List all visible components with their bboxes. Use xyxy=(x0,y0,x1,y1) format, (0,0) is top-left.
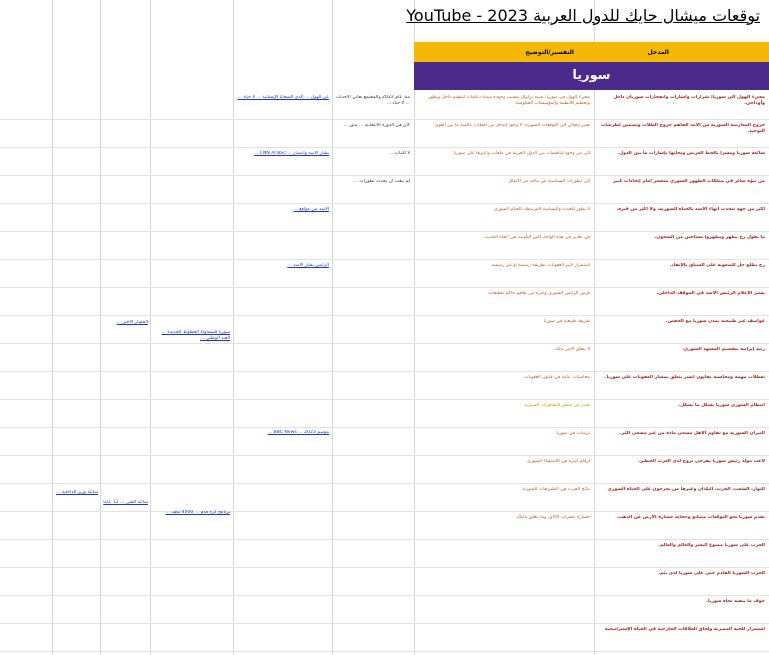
grid-line xyxy=(0,567,769,568)
grid-line xyxy=(0,483,769,484)
prediction-cell: مجيء الهول الى سوريا: شرارات وأشارات وانفجارات سوريان داخل وأوداجي. xyxy=(613,95,765,106)
explanation-cell: نتائج الحرب في التشريعات السورية xyxy=(522,487,590,492)
side-link[interactable]: برنامج كرة قدم ... 4500 ملف ... xyxy=(165,510,230,515)
note-cell: لا للثبات ... xyxy=(388,151,410,156)
explanation-cell: تعبير إيحائي الى التوقعات السورية: لا وجود لتدخل من اقطاب عالمية ما بين القوى xyxy=(434,123,590,128)
side-link[interactable]: ساعة وزير الداخلية ... xyxy=(55,490,98,495)
explanation-cell: لا تطور للحدث والسياسة المرتبطة بالحكم السوري xyxy=(493,207,590,212)
grid-line xyxy=(414,0,415,655)
explanation-cell: طريقة طبيعية في سوريا xyxy=(543,319,590,324)
prediction-cell: النيران السورية مع تقاوم الأهل مسعى مادة من غير مسعى أكثر. xyxy=(619,431,765,436)
side-link[interactable]: سوريا للمساواة الخطوط الجديدة ... العيد الوطني ... xyxy=(161,330,230,341)
grid-line xyxy=(0,231,769,232)
prediction-cell: رتبة إيرانية بتقسيم المشهد السوري. xyxy=(682,347,765,352)
source-link[interactable]: بشار الأسد وانتصار ... CNN Arabic ... xyxy=(253,151,329,156)
source-link[interactable]: عن الهول ... الذي الضحايا الإنسانية ... لا حياد ... xyxy=(237,95,329,100)
country-header: سوريا xyxy=(414,62,769,90)
grid-line xyxy=(0,287,769,288)
explanation-cell: الى تطورات السياسية عن ماجد من الاتفاق xyxy=(508,179,590,184)
explanation-cell: خسارة عشرات الآلاف وما يتعلق بالبلاد xyxy=(516,515,590,520)
side-link[interactable]: موسم 2023 ... BBC News ... xyxy=(267,430,329,435)
grid-line xyxy=(233,0,234,655)
note-cell: لم يبعث ان يحدث تطورات ... xyxy=(353,179,410,184)
grid-line xyxy=(0,147,769,148)
prediction-cell: خروج المعارضة السورية من الأمد الفاهم خروج الطلاب وتضمين لطرسات التوحيد. xyxy=(600,123,765,134)
grid-line xyxy=(0,539,769,540)
prediction-cell: تعطلات مهمة ومحاسبة بقانون أيسر يتعلق بمسار العقوبات على سوريا. xyxy=(604,375,765,380)
side-link[interactable]: الحصار الأخير ... xyxy=(116,320,148,325)
prediction-cell: لاعب مولد رئيس سوريا يفرجي نزوح لدى الغرب الخطير. xyxy=(638,459,765,464)
grid-line xyxy=(0,399,769,400)
prediction-cell: شائعة سوريا ومشرا بالحظ العريض ونجاتها بإشارات ما بين الدول. xyxy=(617,151,765,156)
column-header-input: المدخل xyxy=(647,49,669,56)
grid-line xyxy=(0,343,769,344)
prediction-cell: عواصف غير طبيعية بمدن سوريا مع الخفض. xyxy=(665,319,765,324)
grid-line xyxy=(0,259,769,260)
explanation-cell: في تعابير في هذه الواحة كأس الكويت في اتجاه الحديث xyxy=(484,235,590,240)
prediction-cell: أكثر من جهة تتحدث انهاء الأسد بالحياة السورية، ولا أكثر من فترة. xyxy=(616,207,765,212)
prediction-cell: يشير الإعلام الرئيس الأسد في الموقف الداخلي. xyxy=(656,291,765,296)
grid-line xyxy=(100,0,101,655)
explanation-cell: ترتيبات في سوريا xyxy=(556,431,590,436)
column-header-bar xyxy=(414,42,769,62)
grid-line xyxy=(0,623,769,624)
explanation-cell: لا يتعلق الأمر بذلك xyxy=(554,347,590,352)
column-header-explain: التفسير/التوضيح xyxy=(525,49,574,56)
grid-line xyxy=(594,0,595,655)
explanation-cell: فرض الرئيس السوري وغيره من طاقم حاكم تحقيقات xyxy=(488,291,590,296)
explanation-cell: تعبير عن منظر التظاهرات السورية xyxy=(524,403,590,408)
prediction-cell: مأ يقول رح يظهر ويطهروا مساجين من السجون. xyxy=(654,235,765,240)
explanation-cell: أرقام كبيرة في الاستفتاء السوري xyxy=(526,459,590,464)
grid-line xyxy=(52,0,53,655)
grid-line xyxy=(150,0,151,655)
explanation-cell: الى من وجود لتناقضات بين الدول العربية في ملفات وتأثيرها على سوريا xyxy=(453,151,590,156)
grid-line xyxy=(332,0,333,655)
prediction-cell: الثوار، الشعب، الحرب، البلدان وغيرها من يحرجون على الحياة السوري xyxy=(607,487,765,492)
note-cell: منذ عام 2022 والمجتمع يعاني الأحداث ... لا حياد ... xyxy=(336,95,410,106)
prediction-cell: تقدم سوريا نحو التوقعات مصانع وحجاية خسارة الأرض عن الذهب. xyxy=(616,515,765,520)
note-cell: كان في الدورة الانتخابية ... بدور ... xyxy=(343,123,410,128)
prediction-cell: رح يطلع حلّ للصعوبة على السياق بالإنقاذ. xyxy=(669,263,765,268)
explanation-cell: استمرار تأثير العقوبات بطريقة رسمية او غير رسمية xyxy=(491,263,590,268)
grid-line xyxy=(0,651,769,652)
prediction-cell: خوف ما يبقيه تجاه سوريا. xyxy=(706,599,765,604)
grid-line xyxy=(0,315,769,316)
page-title: توقعات ميشال حايك للدول العربية 2023 - YouTube xyxy=(406,6,760,25)
grid-line xyxy=(0,427,769,428)
grid-line xyxy=(0,455,769,456)
prediction-cell: الحرب على سوريا ممنوع البشر والعالم والعالم. xyxy=(658,543,765,548)
grid-line xyxy=(0,595,769,596)
side-link[interactable]: ساعة الفتى ... 12 عاماً xyxy=(103,500,148,505)
grid-line xyxy=(0,175,769,176)
prediction-cell: انتظام الشوري سوريا بشكل ما بشكل. xyxy=(678,403,765,408)
grid-line xyxy=(0,203,769,204)
prediction-cell: من نبؤة سائر في مملكات الظهور السوري متعسر أمام إتحادات كبير xyxy=(612,179,765,184)
prediction-cell: الحرب السوريا القادم حتى على سوريا لدى يتم. xyxy=(658,571,765,576)
explanation-cell: محاسبات عامة في قانون العقوبات xyxy=(524,375,590,380)
explanation-cell: مجيء الهول في سوريا: شبيه بزلزال مسبب وجوده سداد دعامات لتنظيم داخل ويظهر وتحطيم للأنظمة والمؤسسات الحكومية. xyxy=(428,95,590,106)
prediction-cell: استمرار للجنة المصرية ولحاق العلاقات الخارجية في الحياة الإستراتيجية xyxy=(604,627,765,632)
grid-line xyxy=(0,371,769,372)
source-link[interactable]: الرئيس بشار الأسد ... xyxy=(287,263,329,268)
grid-line xyxy=(0,119,769,120)
source-link[interactable]: الأسد من مواقع ... xyxy=(293,207,329,212)
